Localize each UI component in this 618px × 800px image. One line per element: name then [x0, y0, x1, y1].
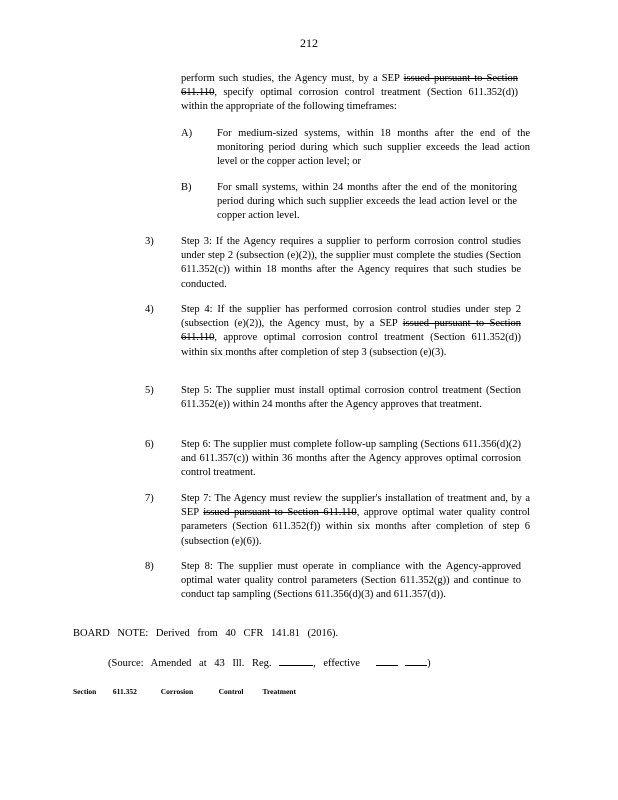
- step-7-struck-text: issued pursuant to Section 611.110: [203, 507, 357, 519]
- step-3-text: Step 3: If the Agency requires a supplier to perform corrosion control studies under step 2 (subsection (e)(2)), the supplier must complete the studies (Section 611.352(c)) within 18 months after the Agency requires that such studies be conducted.: [181, 236, 521, 290]
- step-8-text: Step 8: The supplier must operate in compliance with the Agency-approved optimal water quality control parameters (Section 611.352(g)) and continue to conduct tap sampling (Sections 611.356(d)(3) and 611.357(d)).: [181, 561, 521, 601]
- register-page-blank: [279, 655, 313, 666]
- section-title-word-3: Treatment: [262, 687, 296, 696]
- effective-date-blank-2: [405, 655, 427, 666]
- sub-item-a: [217, 127, 530, 170]
- step-7: [181, 492, 530, 549]
- step-7-text-after: , approve optimal water quality control parameters (Section 611.352(f)) within six months after completion of step 6 (subsection (e)(6)).: [181, 507, 530, 547]
- sub-item-b-text: For small systems, within 24 months after the end of the monitoring period during which such supplier exceeds the lead action level or the copper action level.: [217, 182, 517, 222]
- step-label-4: 4): [145, 304, 154, 315]
- section-word: Section: [73, 687, 97, 696]
- step-4-text-before: Step 4: If the supplier has performed corrosion control studies under step 2 (subsection (e)(2)), the Agency must, by a SEP: [181, 304, 521, 330]
- step-6: [181, 438, 521, 481]
- step-label-8: 8): [145, 561, 154, 572]
- section-title-word-1: Corrosion: [160, 687, 194, 696]
- source-text-middle: , effective: [313, 658, 360, 669]
- sub-item-label-a: A): [181, 128, 193, 139]
- step-6-text: Step 6: The supplier must complete follow-up sampling (Sections 611.356(d)(2) and 611.357(c)) within 36 months after the Agency approves optimal corrosion control treatment.: [181, 439, 521, 479]
- intro-paragraph: [181, 72, 518, 115]
- source-text-before: (Source: Amended at 43 Ill. Reg.: [108, 658, 272, 669]
- section-title-word-2: Control: [218, 687, 244, 696]
- sub-item-a-text: For medium-sized systems, within 18 months after the end of the monitoring period during which such supplier exceeds the lead action level or the copper action level; or: [217, 128, 530, 168]
- sub-item-b: [217, 181, 517, 224]
- step-5: [181, 384, 521, 412]
- step-4: [181, 303, 521, 360]
- source-line: [108, 655, 431, 671]
- page-number: 212: [300, 36, 318, 50]
- step-3: [181, 235, 521, 292]
- intro-text-before: perform such studies, the Agency must, by a SEP: [181, 73, 404, 84]
- step-4-text-after: , approve optimal corrosion control treatment (Section 611.352(d)) within six months after completion of step 3 (subsection (e)(3).: [181, 332, 521, 358]
- intro-text-after: , specify optimal corrosion control treatment (Section 611.352(d)) within the appropriate of the following timeframes:: [181, 87, 518, 113]
- effective-date-blank-1: [376, 655, 398, 666]
- step-label-6: 6): [145, 439, 154, 450]
- step-5-text: Step 5: The supplier must install optimal corrosion control treatment (Section 611.352(e)) within 24 months after the Agency approves that treatment.: [181, 385, 521, 411]
- section-heading: [73, 685, 296, 699]
- step-4-struck-text: issued pursuant to Section 611.110: [181, 318, 522, 344]
- board-note: BOARD NOTE: Derived from 40 CFR 141.81 (2016).: [73, 628, 339, 639]
- step-label-3: 3): [145, 236, 154, 247]
- sub-item-label-b: B): [181, 182, 192, 193]
- step-8: [181, 560, 521, 603]
- step-7-text-before: Step 7: The Agency must review the supplier's installation of treatment and, by a SEP: [181, 493, 530, 519]
- intro-struck-text: issued pursuant to Section 611.110: [181, 73, 518, 99]
- step-label-7: 7): [145, 493, 154, 504]
- section-number: 611.352: [112, 687, 137, 696]
- source-text-end: ): [427, 658, 431, 669]
- step-label-5: 5): [145, 385, 154, 396]
